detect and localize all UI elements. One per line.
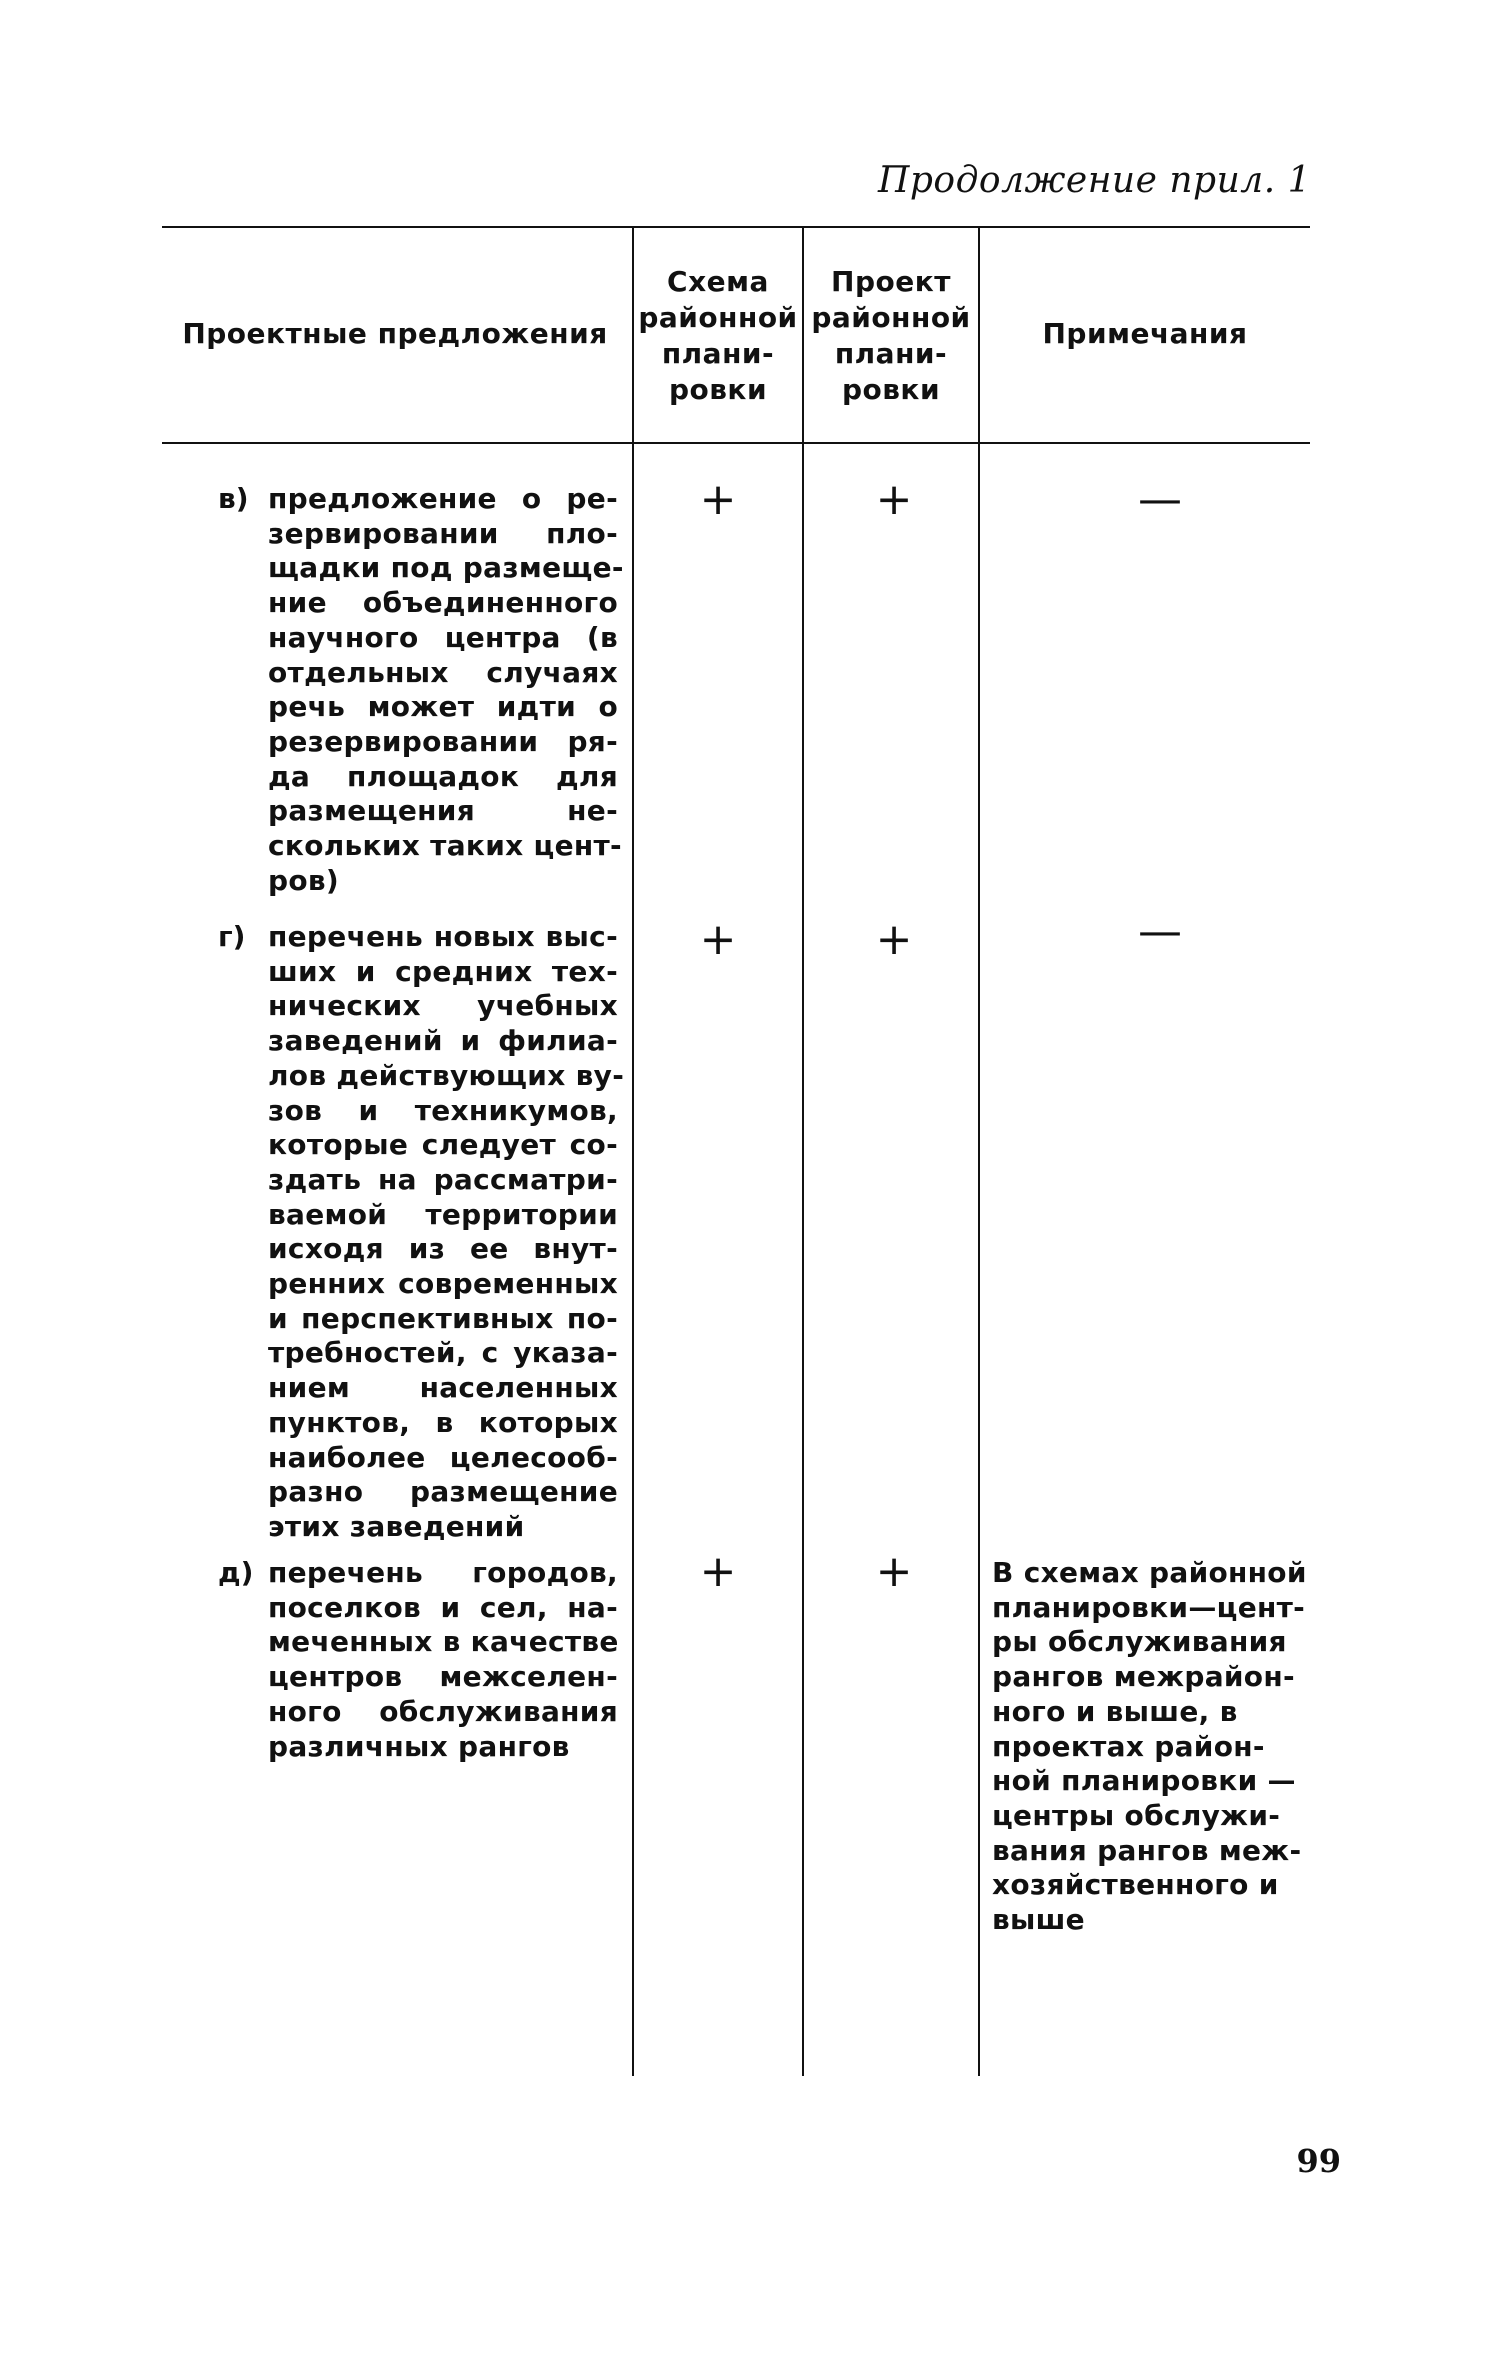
table-row-note-text: В схемах районной планировки—цент- ры обслуживания рангов межрайон- ного и выше, в проектах район- ной планировки — центры обслужи- вания рангов меж- хозяйственного и выше xyxy=(992,1556,1307,1937)
page-number: 99 xyxy=(1296,2142,1341,2180)
table-row-proposal-text: перечень городов, поселков и сел, на- меченных в качестве центров межселен- ного обслуживания различных рангов xyxy=(268,1556,619,1763)
table-header-rule xyxy=(162,442,1310,444)
project-mark-plus: + xyxy=(875,914,913,965)
column-divider-2 xyxy=(802,228,804,2076)
note-dash: — xyxy=(1138,906,1182,957)
row-label: г) xyxy=(218,920,246,953)
table-row-proposal-text: предложение о ре- зервировании пло- щадки под размеще- ние объединенного научного центра (в отдельных случаях речь может идти о резервировании ря- да площадок для размещения не- скольких таких цент- ров) xyxy=(268,482,624,897)
column-header-project: Проект районной плани- ровки xyxy=(811,265,971,406)
table-top-rule xyxy=(162,226,1310,228)
column-divider-1 xyxy=(632,228,634,2076)
column-header-notes: Примечания xyxy=(1042,317,1248,350)
project-mark-plus: + xyxy=(875,474,913,525)
column-header-scheme: Схема районной плани- ровки xyxy=(638,265,798,406)
table-row-proposal-text: перечень новых выс- ших и средних тех- нических учебных заведений и филиа- лов действующих ву- зов и техникумов, которые следует со- здать на рассматри- ваемой территории исходя из ее внут- ренних современных и перспективных по- требностей, с указа- нием населенных пунктов, в которых наиболее целесооб- разно размещение этих заведений xyxy=(268,920,625,1543)
page-header-continuation: Продолжение прил. 1 xyxy=(877,160,1311,201)
note-dash: — xyxy=(1138,474,1182,525)
column-header-proposals: Проектные предложения xyxy=(182,317,608,350)
row-label: д) xyxy=(218,1556,254,1589)
scheme-mark-plus: + xyxy=(699,1546,737,1597)
row-label: в) xyxy=(218,482,249,515)
scheme-mark-plus: + xyxy=(699,474,737,525)
column-divider-3 xyxy=(978,228,980,2076)
project-mark-plus: + xyxy=(875,1546,913,1597)
scheme-mark-plus: + xyxy=(699,914,737,965)
